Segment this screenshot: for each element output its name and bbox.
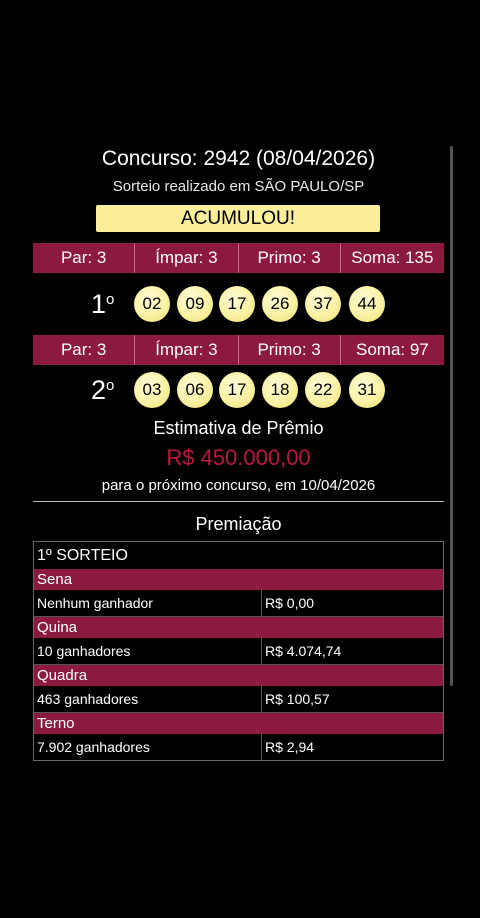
prize-table: [33, 541, 444, 761]
number-ball: 22: [305, 372, 341, 408]
draw-ordinal: 2$^o$: [91, 375, 115, 405]
accumulated-banner: ACUMULOU!: [96, 205, 380, 232]
tier-label: Sena: [34, 569, 443, 590]
divider: [33, 501, 444, 502]
prize-cell: R$ 100,57: [265, 691, 330, 707]
stat-impar: Ímpar: 3: [135, 335, 238, 365]
stat-primo: Primo: 3: [239, 335, 341, 365]
stat-impar: Ímpar: 3: [135, 243, 238, 273]
table-row: [34, 638, 443, 665]
draw-ordinal: 1$^o$: [91, 289, 115, 319]
draw-location: Sorteio realizado em SÃO PAULO/SP: [112, 178, 365, 195]
draw-2-numbers: [33, 370, 444, 410]
draw-1-stats: [33, 243, 444, 273]
stat-par: Par: 3: [33, 243, 135, 273]
stat-primo: Primo: 3: [239, 243, 341, 273]
estimate-value: R$ 450.000,00: [166, 445, 311, 470]
number-ball: 37: [305, 286, 341, 322]
winners-cell: 10 ganhadores: [34, 638, 262, 664]
prize-cell: R$ 0,00: [265, 595, 315, 611]
number-ball: 31: [349, 372, 385, 408]
table-row: [34, 590, 443, 617]
winners-cell: Nenhum ganhador: [34, 590, 262, 616]
number-ball: 02: [134, 286, 170, 322]
stat-soma: Soma: 97: [355, 340, 429, 359]
tier-label: Terno: [34, 713, 443, 734]
winners-cell: 463 ganhadores: [34, 686, 262, 712]
number-ball: 09: [177, 286, 213, 322]
tier-label: Quadra: [34, 665, 443, 686]
premiacao-title: Premiação: [195, 514, 282, 534]
tier-label: Quina: [34, 617, 443, 638]
next-contest-date: 10/04/2026: [300, 477, 376, 494]
next-contest-info: para o próximo concurso, em 10/04/2026: [101, 477, 376, 494]
draw-1-numbers: [33, 284, 444, 324]
number-ball: 44: [349, 286, 385, 322]
table-row: [34, 686, 443, 713]
number-ball: 17: [219, 372, 255, 408]
table-header: 1º SORTEIO: [37, 547, 128, 564]
estimate-label: Estimativa de Prêmio: [153, 418, 324, 438]
table-row: [34, 734, 443, 760]
scrollbar[interactable]: [450, 146, 453, 686]
number-ball: 18: [262, 372, 298, 408]
prize-cell: R$ 4.074,74: [265, 643, 342, 659]
contest-title: Concurso: 2942 (08/04/2026): [101, 147, 376, 170]
winners-cell: 7.902 ganhadores: [34, 734, 262, 760]
number-ball: 26: [262, 286, 298, 322]
stat-par: Par: 3: [33, 335, 135, 365]
draw-2-stats: [33, 335, 444, 365]
number-ball: 06: [177, 372, 213, 408]
prize-cell: R$ 2,94: [265, 739, 315, 755]
number-ball: 03: [134, 372, 170, 408]
stat-soma: Soma: 135: [351, 248, 434, 267]
number-ball: 17: [219, 286, 255, 322]
